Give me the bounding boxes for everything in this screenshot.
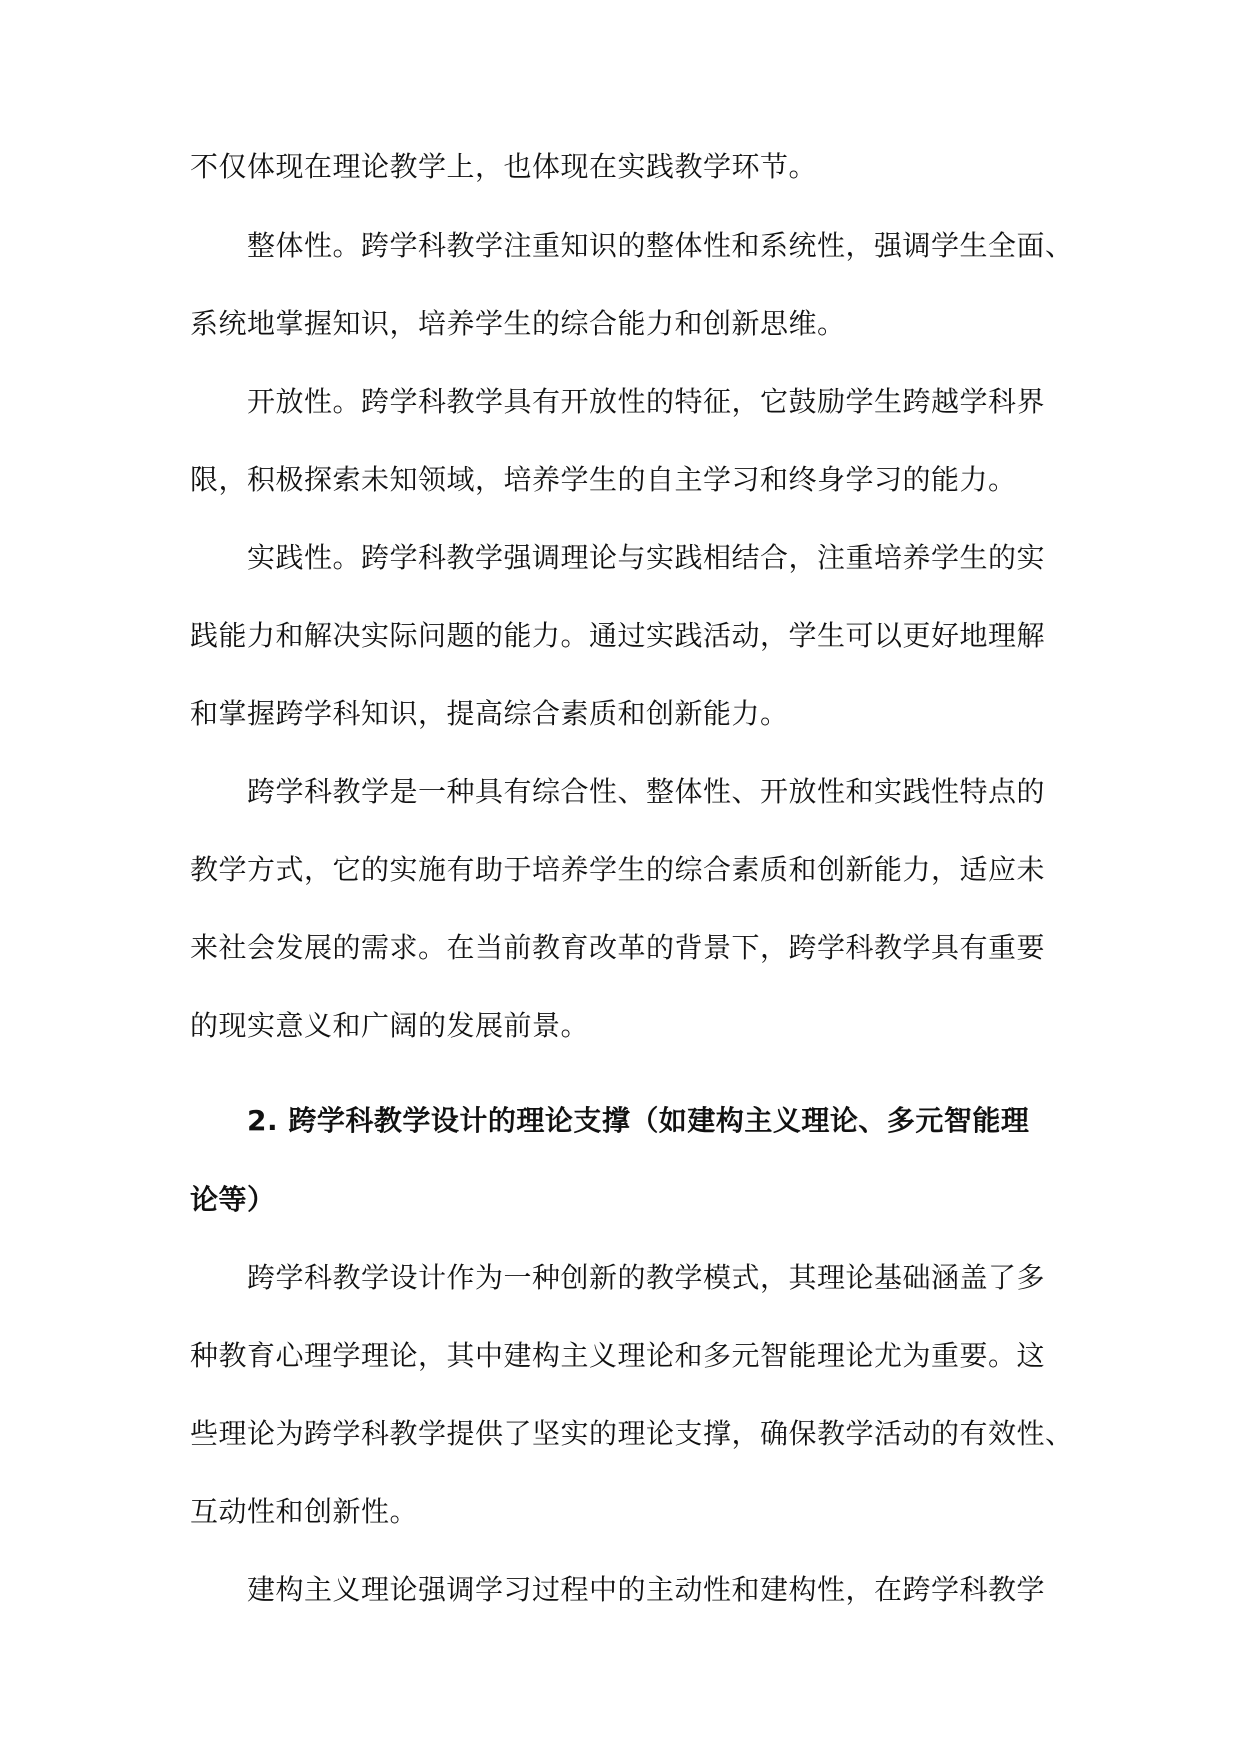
section-heading: 2. 跨学科教学设计的理论支撑（如建构主义理论、多元智能理 xyxy=(247,1104,1030,1137)
section-heading: 论等） xyxy=(190,1183,276,1216)
paragraph-line: 些理论为跨学科教学提供了坚实的理论支撑，确保教学活动的有效性、 xyxy=(190,1417,1074,1450)
paragraph-line: 互动性和创新性。 xyxy=(190,1495,419,1528)
paragraph-line: 限，积极探索未知领域，培养学生的自主学习和终身学习的能力。 xyxy=(190,463,1017,496)
paragraph-line: 开放性。跨学科教学具有开放性的特征，它鼓励学生跨越学科界 xyxy=(247,385,1046,418)
paragraph-line: 建构主义理论强调学习过程中的主动性和建构性，在跨学科教学 xyxy=(247,1573,1046,1606)
paragraph-line: 跨学科教学是一种具有综合性、整体性、开放性和实践性特点的 xyxy=(247,775,1046,808)
paragraph-line: 种教育心理学理论，其中建构主义理论和多元智能理论尤为重要。这 xyxy=(190,1339,1046,1372)
paragraph-line: 系统地掌握知识，培养学生的综合能力和创新思维。 xyxy=(190,307,846,340)
paragraph-line: 跨学科教学设计作为一种创新的教学模式，其理论基础涵盖了多 xyxy=(247,1261,1046,1294)
paragraph-line: 来社会发展的需求。在当前教育改革的背景下，跨学科教学具有重要 xyxy=(190,931,1046,964)
paragraph-line: 整体性。跨学科教学注重知识的整体性和系统性，强调学生全面、 xyxy=(247,229,1074,262)
paragraph-line: 和掌握跨学科知识，提高综合素质和创新能力。 xyxy=(190,697,789,730)
paragraph-line: 践能力和解决实际问题的能力。通过实践活动，学生可以更好地理解 xyxy=(190,619,1046,652)
paragraph-line: 不仅体现在理论教学上，也体现在实践教学环节。 xyxy=(190,150,818,183)
paragraph-line: 实践性。跨学科教学强调理论与实践相结合，注重培养学生的实 xyxy=(247,541,1046,574)
paragraph-line: 教学方式，它的实施有助于培养学生的综合素质和创新能力，适应未 xyxy=(190,853,1046,886)
paragraph-line: 的现实意义和广阔的发展前景。 xyxy=(190,1009,590,1042)
